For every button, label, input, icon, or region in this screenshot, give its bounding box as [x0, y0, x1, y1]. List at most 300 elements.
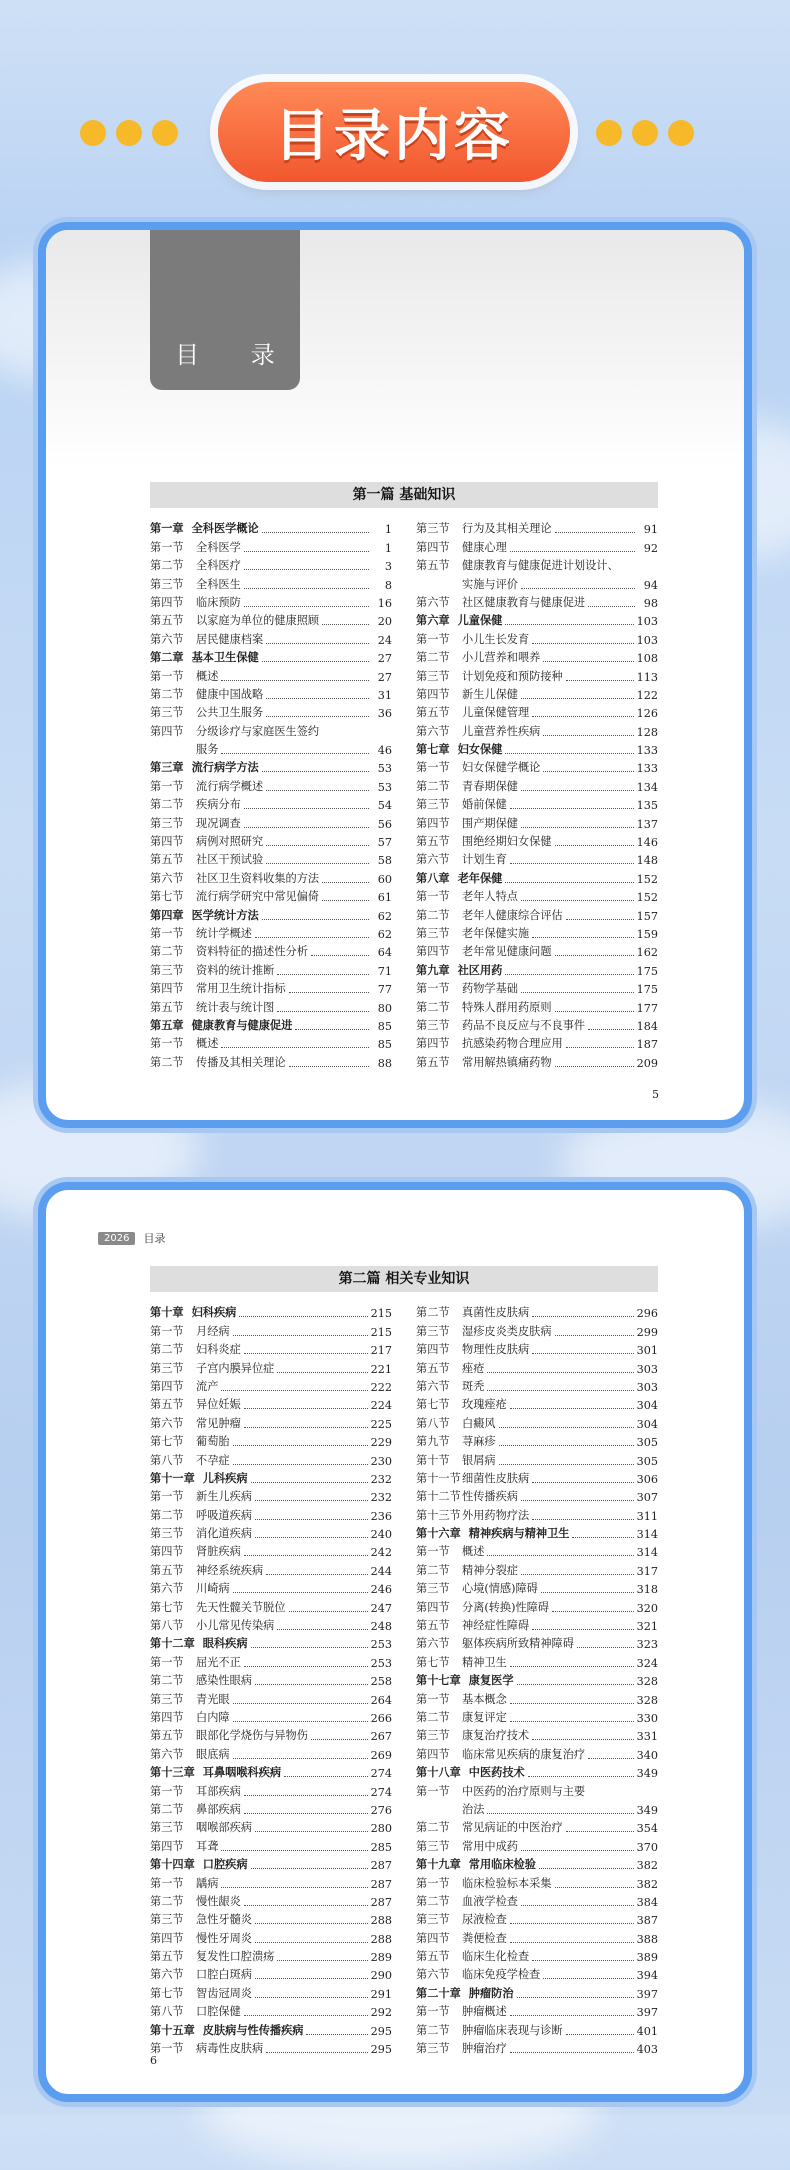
- dot-leader: [510, 808, 634, 809]
- toc-entry-title: 概述: [462, 1545, 485, 1559]
- toc-section-row: [416, 1033, 658, 1051]
- toc-entry-number: 第二节: [150, 1894, 184, 1908]
- toc-entry-page: 152: [636, 891, 658, 905]
- dot-leader: [251, 1647, 368, 1648]
- dot-leader: [521, 992, 634, 993]
- dot-leader: [532, 1353, 634, 1354]
- toc-entry-page: 324: [636, 1656, 658, 1670]
- toc-chapter-row: [416, 739, 658, 757]
- toc-section-row: [150, 1033, 392, 1051]
- toc-entry-number: 第二节: [416, 1821, 450, 1835]
- toc-chapter-row: [150, 647, 392, 665]
- toc-left-column: [150, 1302, 392, 2056]
- toc-entry-title: 临床常见疾病的康复治疗: [462, 1747, 586, 1761]
- toc-entry-number: 第四节: [150, 1931, 184, 1945]
- dot-leader: [244, 569, 369, 570]
- toc-entry-number: 第六节: [416, 1968, 450, 1982]
- toc-entry-title: 耳聋: [196, 1839, 219, 1853]
- toc-section-row: [150, 1707, 392, 1725]
- toc-entry-page: 56: [377, 817, 392, 831]
- dot-leader: [262, 771, 369, 772]
- toc-entry-page: 253: [370, 1656, 392, 1670]
- toc-entry-title: 服务: [196, 743, 219, 757]
- dot-leader: [505, 882, 633, 883]
- toc-entry-title: 口腔保健: [196, 2005, 241, 2019]
- toc-entry-title: 以家庭为单位的健康照顾: [196, 614, 320, 628]
- toc-entry-number: 第三节: [150, 1527, 184, 1541]
- toc-entry-page: 64: [377, 946, 392, 960]
- toc-entry-number: 第五节: [150, 1950, 184, 1964]
- dot-leader: [255, 1500, 368, 1501]
- dot-leader: [521, 1905, 634, 1906]
- toc-entry-number: 第八节: [416, 1416, 450, 1430]
- toc-entry-title: 统计表与统计图: [196, 1000, 275, 1014]
- toc-section-row: [416, 1412, 658, 1430]
- toc-section-row: [416, 1817, 658, 1835]
- dot-leader: [555, 1335, 634, 1336]
- dot-leader: [221, 1047, 369, 1048]
- toc-entry-title: 龋病: [196, 1876, 219, 1890]
- toc-entry-title: 细菌性皮肤病: [462, 1471, 530, 1485]
- toc-entry-title: 围产期保健: [462, 816, 518, 830]
- toc-section-row: [150, 996, 392, 1014]
- toc-entry-page: 236: [370, 1509, 392, 1523]
- toc-entry-page: 291: [370, 1987, 392, 2001]
- toc-section-row: [416, 1302, 658, 1320]
- toc-entry-page: 133: [636, 744, 658, 758]
- toc-entry-page: 175: [636, 964, 658, 978]
- toc-entry-page: 274: [370, 1785, 392, 1799]
- toc-entry-title: 神经症性障碍: [462, 1619, 530, 1633]
- toc-entry-number: 第四节: [150, 1379, 184, 1393]
- toc-section-row: [150, 1688, 392, 1706]
- toc-entry-page: 57: [377, 836, 392, 850]
- toc-entry-title: 性传播疾病: [462, 1490, 518, 1504]
- dot-leader: [566, 1831, 634, 1832]
- toc-section-row: [150, 628, 392, 646]
- toc-entry-number: 第二节: [416, 1710, 450, 1724]
- toc-entry-title: 健康中国战略: [196, 687, 264, 701]
- toc-entry-page: 1: [384, 523, 392, 537]
- dot-leader: [233, 1758, 368, 1759]
- toc-entry-title: 外用药物疗法: [462, 1508, 530, 1522]
- toc-entry-title: 玫瑰痤疮: [462, 1398, 507, 1412]
- dot-leader: [255, 1978, 368, 1979]
- toc-entry-title: 耳鼻咽喉科疾病: [202, 1766, 282, 1780]
- toc-entry-page: 301: [636, 1344, 658, 1358]
- dot-leader: [543, 735, 633, 736]
- toc-entry-page: 215: [370, 1325, 392, 1339]
- dot-leader: [521, 588, 635, 589]
- toc-entry-page: 103: [636, 633, 658, 647]
- toc-entry-title: 异位妊娠: [196, 1398, 241, 1412]
- toc-entry-title: 婚前保健: [462, 798, 507, 812]
- toc-entry-title: 药物学基础: [462, 982, 518, 996]
- toc-entry-title: 湿疹皮炎类皮肤病: [462, 1324, 552, 1338]
- toc-entry-page: 384: [636, 1895, 658, 1909]
- dot-leader: [255, 1942, 368, 1943]
- toc-section-row: [150, 536, 392, 554]
- page-number: 6: [150, 2054, 157, 2067]
- toc-entry-title: 流行病学方法: [191, 761, 259, 775]
- toc-entry-number: 第一节: [416, 761, 450, 775]
- toc-entry-page: 225: [370, 1417, 392, 1431]
- toc-entry-page: 303: [636, 1362, 658, 1376]
- dot-leader: [266, 790, 369, 791]
- toc-entry-page: 152: [636, 872, 658, 886]
- toc-section-row: [150, 1927, 392, 1945]
- toc-entry-number: 第二节: [416, 908, 450, 922]
- dot-leader: [572, 1537, 633, 1538]
- toc-section-row: [150, 1051, 392, 1069]
- part-title: 第一篇 基础知识: [150, 482, 658, 508]
- toc-entry-number: 第六节: [150, 1416, 184, 1430]
- dot-leader: [521, 827, 634, 828]
- toc-entry-title: 临床免疫学检查: [462, 1968, 541, 1982]
- toc-entry-number: 第三节: [416, 1018, 450, 1032]
- toc-entry-number: 第七节: [150, 1600, 184, 1614]
- toc-section-row: [416, 1651, 658, 1669]
- toc-entry-page: 382: [636, 1877, 658, 1891]
- toc-tab-label: 目 录: [175, 341, 297, 369]
- dot-leader: [266, 643, 369, 644]
- toc-entry-page: 157: [636, 909, 658, 923]
- toc-section-row: [150, 1670, 392, 1688]
- toc-entry-title: 老年人特点: [462, 890, 518, 904]
- toc-entry-title: 常见病证的中医治疗: [462, 1821, 563, 1835]
- toc-section-row: [150, 959, 392, 977]
- dot-leader: [244, 606, 369, 607]
- toc-entry-number: 第九章: [416, 962, 450, 977]
- toc-entry-title: 现况调查: [196, 816, 241, 830]
- toc-entry-title: 基本概念: [462, 1692, 507, 1706]
- toc-entry-title: 计划免疫和预防接种: [462, 669, 563, 683]
- dot-leader: [251, 1482, 368, 1483]
- toc-section-row: [416, 996, 658, 1014]
- toc-section-row: [416, 536, 658, 554]
- toc-section-row: [150, 849, 392, 867]
- toc-entry-title: 全科医生: [196, 577, 241, 591]
- dot-leader: [262, 532, 369, 533]
- toc-section-row: [150, 923, 392, 941]
- toc-entry-page: 320: [636, 1601, 658, 1615]
- toc-entry-title: 耳部疾病: [196, 1784, 241, 1798]
- decor-dot: [116, 120, 142, 146]
- toc-entry-number: 第一节: [150, 1037, 184, 1051]
- toc-entry-page: 253: [370, 1638, 392, 1652]
- dot-leader: [221, 1390, 367, 1391]
- toc-entry-number: 第十五章: [150, 2022, 195, 2037]
- toc-entry-page: 287: [370, 1877, 392, 1891]
- toc-section-row: [416, 1872, 658, 1890]
- dot-leader: [487, 1555, 633, 1556]
- toc-entry-page: 306: [636, 1472, 658, 1486]
- toc-section-row: [150, 1835, 392, 1853]
- toc-entry-page: 71: [377, 964, 392, 978]
- toc-section-row: [416, 1743, 658, 1761]
- toc-entry-title: 中医药的治疗原则与主要: [462, 1784, 586, 1798]
- toc-entry-page: 230: [370, 1454, 392, 1468]
- toc-entry-number: 第五节: [150, 614, 184, 628]
- toc-entry-title: 新生儿保健: [462, 687, 518, 701]
- dot-leader: [244, 588, 369, 589]
- dot-leader: [588, 1758, 634, 1759]
- dot-leader: [517, 1684, 634, 1685]
- toc-chapter-row: [150, 518, 392, 536]
- toc-section-row: [416, 1725, 658, 1743]
- toc-entry-page: 349: [636, 1803, 658, 1817]
- toc-entry-number: 第二节: [150, 559, 184, 573]
- toc-entry-number: 第十六章: [416, 1526, 461, 1541]
- dot-leader: [255, 1997, 368, 1998]
- toc-entry-page: 328: [636, 1675, 658, 1689]
- year-badge: 2026: [98, 1232, 135, 1245]
- toc-entry-page: 314: [636, 1546, 658, 1560]
- toc-entry-title: 呼吸道疾病: [196, 1508, 252, 1522]
- toc-entry-number: 第二节: [150, 1343, 184, 1357]
- toc-entry-number: 第五节: [150, 1398, 184, 1412]
- toc-entry-title: 健康教育与健康促进计划设计、: [462, 559, 619, 573]
- toc-section-row: [416, 1927, 658, 1945]
- toc-entry-number: 第四节: [416, 945, 450, 959]
- toc-entry-page: 288: [370, 1914, 392, 1928]
- toc-entry-number: 第六节: [416, 1379, 450, 1393]
- toc-entry-page: 217: [370, 1344, 392, 1358]
- toc-entry-number: 第五节: [416, 1361, 450, 1375]
- toc-section-row: [150, 665, 392, 683]
- dot-leader: [244, 1813, 368, 1814]
- decor-dot: [152, 120, 178, 146]
- toc-entry-title: 精神分裂症: [462, 1563, 518, 1577]
- toc-entry-title: 眼部化学烧伤与异物伤: [196, 1729, 308, 1743]
- toc-entry-number: 第二节: [150, 798, 184, 812]
- toc-section-row: [150, 610, 392, 628]
- toc-section-row: [150, 1651, 392, 1669]
- dot-leader: [532, 1482, 634, 1483]
- toc-entry-page: 108: [636, 652, 658, 666]
- toc-section-row: [416, 647, 658, 665]
- toc-entry-page: 215: [370, 1307, 392, 1321]
- dot-leader: [233, 1445, 368, 1446]
- toc-entry-title: 子宫内膜异位症: [196, 1361, 275, 1375]
- toc-section-row: [416, 1051, 658, 1069]
- page-number: 5: [652, 1088, 659, 1101]
- toc-entry-number: 第六节: [416, 1637, 450, 1651]
- toc-entry-number: 第二十章: [416, 1985, 461, 2000]
- toc-entry-title: 物理性皮肤病: [462, 1343, 530, 1357]
- toc-entry-title: 妇女保健学概论: [462, 761, 541, 775]
- toc-entry-page: 287: [370, 1895, 392, 1909]
- toc-entry-number: 第一节: [150, 1490, 184, 1504]
- toc-entry-page: 53: [377, 762, 392, 776]
- dot-leader: [244, 551, 369, 552]
- dot-leader: [322, 900, 369, 901]
- toc-entry-title: 社区健康教育与健康促进: [462, 595, 586, 609]
- dot-leader: [552, 1611, 634, 1612]
- toc-entry-page: 58: [377, 854, 392, 868]
- toc-entry-page: 53: [377, 780, 392, 794]
- toc-entry-title: 慢性牙周炎: [196, 1931, 252, 1945]
- toc-entry-page: 387: [636, 1914, 658, 1928]
- toc-entry-page: 159: [636, 927, 658, 941]
- dot-leader: [255, 1831, 368, 1832]
- toc-entry-title: 口腔白斑病: [196, 1968, 252, 1982]
- toc-entry-page: 247: [370, 1601, 392, 1615]
- toc-entry-number: 第五节: [416, 1055, 450, 1069]
- toc-entry-number: 第四章: [150, 907, 184, 922]
- toc-entry-page: 1: [384, 541, 392, 555]
- toc-chapter-row: [150, 1302, 392, 1320]
- toc-entry-number: 第二节: [416, 1000, 450, 1014]
- dot-leader: [262, 661, 369, 662]
- dot-leader: [532, 1519, 634, 1520]
- toc-entry-number: 第四节: [416, 816, 450, 830]
- toc-section-row: [416, 684, 658, 702]
- toc-entry-number: 第一节: [150, 926, 184, 940]
- dot-leader: [510, 1703, 634, 1704]
- toc-entry-number: 第五节: [150, 1563, 184, 1577]
- toc-section-row: [416, 1339, 658, 1357]
- toc-section-row: [416, 1504, 658, 1522]
- toc-entry-number: 第二节: [150, 1802, 184, 1816]
- toc-entry-number: 第二节: [416, 779, 450, 793]
- toc-entry-title: 围绝经期妇女保健: [462, 835, 552, 849]
- toc-section-row: [416, 1394, 658, 1412]
- toc-entry-number: 第五节: [416, 706, 450, 720]
- toc-entry-title: 真菌性皮肤病: [462, 1306, 530, 1320]
- dot-leader: [221, 1850, 367, 1851]
- dot-leader: [566, 2034, 634, 2035]
- toc-entry-title: 居民健康档案: [196, 632, 264, 646]
- toc-entry-title: 肾脏疾病: [196, 1545, 241, 1559]
- toc-entry-number: 第四节: [150, 982, 184, 996]
- toc-entry-title: 精神疾病与精神卫生: [468, 1527, 570, 1541]
- toc-entry-page: 62: [377, 927, 392, 941]
- toc-section-row: [150, 1872, 392, 1890]
- toc-entry-number: 第六节: [150, 871, 184, 885]
- toc-entry-number: 第三节: [416, 1582, 450, 1596]
- toc-entry-title: 荨麻疹: [462, 1435, 496, 1449]
- toc-section-row: [150, 684, 392, 702]
- toc-entry-title: 急性牙髓炎: [196, 1913, 252, 1927]
- toc-section-row: [150, 941, 392, 959]
- toc-entry-title: 临床生化检查: [462, 1950, 530, 1964]
- toc-entry-title: 资料的统计推断: [196, 963, 275, 977]
- toc-entry-title: 肿瘤防治: [468, 1986, 514, 2000]
- toc-section-row: [416, 1357, 658, 1375]
- toc-entry-title: 精神卫生: [462, 1655, 507, 1669]
- toc-entry-title: 肿瘤临床表现与诊断: [462, 2023, 563, 2037]
- dot-leader: [277, 1011, 369, 1012]
- toc-entry-title: 肿瘤治疗: [462, 2042, 507, 2056]
- toc-section-row: [416, 757, 658, 775]
- toc-entry-page: 295: [370, 2024, 392, 2038]
- toc-entry-number: 第二章: [150, 650, 184, 665]
- toc-entry-page: 305: [636, 1454, 658, 1468]
- dot-leader: [244, 1905, 368, 1906]
- toc-section-row: [150, 702, 392, 720]
- dot-leader: [521, 1574, 634, 1575]
- toc-entry-page: 304: [636, 1399, 658, 1413]
- toc-entry-number: 第五节: [416, 1619, 450, 1633]
- toc-entry-page: 85: [377, 1019, 392, 1033]
- toc-entry-title: 口腔疾病: [202, 1858, 248, 1872]
- toc-section-row: [150, 867, 392, 885]
- toc-entry-number: 第五节: [150, 1729, 184, 1743]
- toc-entry-title: 行为及其相关理论: [462, 522, 552, 536]
- toc-chapter-row: [416, 1523, 658, 1541]
- dot-leader: [541, 1592, 634, 1593]
- toc-entry-number: 第三节: [150, 1821, 184, 1835]
- dot-leader: [532, 1629, 634, 1630]
- toc-entry-number: 第一节: [150, 1324, 184, 1338]
- toc-entry-number: 第一节: [150, 1876, 184, 1890]
- toc-entry-number: 第三节: [416, 669, 450, 683]
- toc-section-row: [416, 573, 658, 591]
- toc-entry-title: 常用卫生统计指标: [196, 982, 286, 996]
- dot-leader: [221, 1887, 367, 1888]
- toc-chapter-row: [150, 1762, 392, 1780]
- toc-entry-title: 智齿冠周炎: [196, 1986, 252, 2000]
- dot-leader: [510, 1923, 634, 1924]
- dot-leader: [521, 790, 634, 791]
- toc-entry-page: 292: [370, 2006, 392, 2020]
- toc-section-row: [416, 1320, 658, 1338]
- toc-entry-page: 24: [377, 633, 392, 647]
- toc-section-row: [416, 1596, 658, 1614]
- dot-leader: [588, 606, 635, 607]
- dot-leader: [532, 1316, 634, 1317]
- toc-entry-number: 第二节: [150, 1674, 184, 1688]
- toc-entry-number: 第一节: [416, 1784, 450, 1798]
- toc-section-row: [416, 2038, 658, 2056]
- toc-entry-number: 第一节: [416, 2005, 450, 2019]
- toc-entry-number: 第十三章: [150, 1765, 195, 1780]
- toc-section-row: [416, 886, 658, 904]
- toc-entry-number: 第十一章: [150, 1470, 195, 1485]
- toc-section-row: [416, 1799, 658, 1817]
- dot-leader: [532, 937, 634, 938]
- toc-chapter-row: [416, 1762, 658, 1780]
- toc-entry-page: 221: [370, 1362, 392, 1376]
- toc-section-row: [416, 775, 658, 793]
- toc-entry-title: 妇科炎症: [196, 1343, 241, 1357]
- running-head-label: 目录: [143, 1232, 166, 1245]
- toc-entry-page: 60: [377, 872, 392, 886]
- toc-entry-title: 儿童营养性疾病: [462, 724, 541, 738]
- toc-entry-number: 第八节: [150, 2005, 184, 2019]
- dot-leader: [555, 1066, 634, 1067]
- toc-entry-title: 皮肤病与性传播疾病: [202, 2023, 304, 2037]
- toc-section-row: [416, 1449, 658, 1467]
- dot-leader: [555, 845, 634, 846]
- toc-entry-page: 224: [370, 1399, 392, 1413]
- toc-entry-number: 第五节: [150, 1000, 184, 1014]
- dot-leader: [487, 1390, 633, 1391]
- toc-entry-page: 85: [377, 1038, 392, 1052]
- toc-section-row: [150, 1320, 392, 1338]
- toc-entry-page: 135: [636, 799, 658, 813]
- toc-section-row: [150, 1559, 392, 1577]
- toc-entry-title: 心境(情感)障碍: [462, 1582, 538, 1596]
- dot-leader: [244, 1427, 368, 1428]
- toc-entry-page: 232: [370, 1491, 392, 1505]
- toc-entry-number: 第七节: [416, 1398, 450, 1412]
- toc-entry-title: 常用临床检验: [468, 1858, 536, 1872]
- toc-entry-title: 老年人健康综合评估: [462, 908, 563, 922]
- toc-entry-number: 第二节: [150, 1055, 184, 1069]
- toc-entry-title: 血液学检查: [462, 1894, 518, 1908]
